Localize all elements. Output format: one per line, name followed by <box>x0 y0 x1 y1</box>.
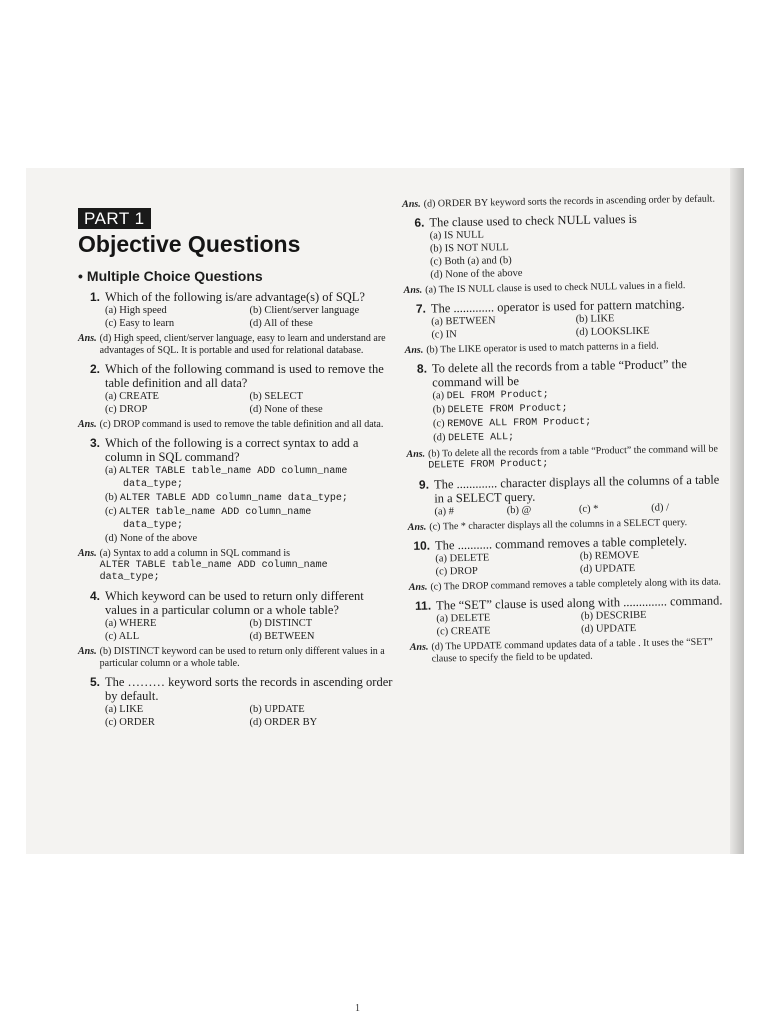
question-text: The ............. operator is used for pattern matching. <box>430 297 685 316</box>
question-number: 2. <box>89 362 100 376</box>
question-7 <box>404 296 721 342</box>
answer-code: DELETE FROM Product; <box>428 458 549 472</box>
answer-text: (a) Syntax to add a column in SQL command is <box>99 548 291 559</box>
question-2 <box>78 362 394 416</box>
option-code: DELETE FROM Product; <box>447 403 568 417</box>
answer-text: (d) ORDER BY keyword sorts the records in ascending order by default. <box>423 193 716 210</box>
answer-text: (d) High speed, client/server language, easy to learn and understand are advantages of SQL. It is portable and used for relational database. <box>99 333 386 356</box>
question-text: Which of the following is/are advantage(s) of SQL? <box>105 290 365 304</box>
option-code: ALTER TABLE table_name ADD column_name <box>119 466 348 477</box>
right-column <box>402 192 726 670</box>
answer-text: (c) DROP command is used to remove the table definition and all data. <box>99 419 384 430</box>
option-c: (c) DROP <box>105 404 148 415</box>
option-b: (b) LIKE <box>575 313 615 325</box>
answer-label: Ans. <box>406 448 426 460</box>
option-d: (d) None of these <box>249 404 323 415</box>
option-code-continued: data_type; <box>123 520 184 531</box>
question-1 <box>78 290 394 330</box>
answer-label: Ans. <box>78 333 97 344</box>
question-number: 9. <box>418 477 430 492</box>
answer-code-continued: data_type; <box>99 572 160 583</box>
question-text: The ……… keyword sorts the records in ascending order by default. <box>105 675 393 703</box>
option-c: (c) Both (a) and (b) <box>430 255 512 268</box>
option-c: (c) CREATE <box>436 625 491 638</box>
option-b: (b) REMOVE <box>579 549 640 562</box>
option-prefix: (d) <box>433 432 446 444</box>
question-4 <box>78 589 394 643</box>
question-number: 10. <box>413 538 431 553</box>
question-text: Which of the following command is used to remove the table definition and all data? <box>105 362 384 390</box>
option-code: DEL FROM Product; <box>446 389 549 403</box>
option-prefix: (a) <box>432 390 445 402</box>
answer-3 <box>78 548 394 584</box>
answer-6 <box>404 279 720 297</box>
question-text: To delete all the records from a table “Product” the command will be <box>431 357 687 390</box>
answer-text: (d) The UPDATE command updates data of a table . It uses the “SET” clause to specify the field to be updated. <box>431 636 713 665</box>
question-text: Which keyword can be used to return only different values in a particular column or a whole table? <box>105 589 364 617</box>
question-text: The ........... command removes a table completely. <box>434 534 688 553</box>
option-c: (c) ORDER <box>105 717 155 728</box>
part-badge: PART 1 <box>78 208 151 229</box>
question-number: 6. <box>414 215 425 230</box>
answer-label: Ans. <box>409 641 429 653</box>
option-a: (a) WHERE <box>105 618 157 629</box>
book-page-photo <box>26 168 744 854</box>
question-10 <box>408 533 725 579</box>
answer-label: Ans. <box>78 548 97 559</box>
option-d: (d) None of the above <box>105 533 198 544</box>
question-8 <box>405 356 722 446</box>
option-b: (b) UPDATE <box>249 704 305 715</box>
answer-text: (c) The * character displays all the columns in a SELECT query. <box>429 517 688 533</box>
answer-label: Ans. <box>407 521 427 533</box>
option-b: (b) DESCRIBE <box>580 609 647 622</box>
page-title: Objective Questions <box>78 231 301 257</box>
section-title-text: Multiple Choice Questions <box>86 268 263 284</box>
option-b: (b) SELECT <box>249 391 303 402</box>
question-6 <box>402 210 719 282</box>
left-column <box>78 208 394 732</box>
question-number: 5. <box>89 675 100 689</box>
option-a <box>105 464 394 478</box>
option-prefix: (c) <box>432 418 445 430</box>
answer-label: Ans. <box>403 284 423 296</box>
option-d: (d) ORDER BY <box>249 717 318 728</box>
option-d: (d) LOOKSLIKE <box>575 325 650 338</box>
answer-text: (c) The DROP command removes a table completely along with its data. <box>430 576 721 593</box>
option-d: (d) UPDATE <box>580 622 637 635</box>
option-d: (d) All of these <box>249 318 313 329</box>
answer-label: Ans. <box>78 646 97 657</box>
option-b: (b) Client/server language <box>249 305 360 316</box>
option-prefix: (b) <box>432 404 446 416</box>
option-d: (d) None of the above <box>430 267 523 281</box>
section-title <box>78 268 394 284</box>
option-b: (b) DISTINCT <box>249 618 313 629</box>
option-a: (a) BETWEEN <box>431 315 496 328</box>
answer-text: (a) The IS NULL clause is used to check NULL values in a field. <box>425 280 686 296</box>
question-11 <box>409 593 726 639</box>
answer-label: Ans. <box>404 344 424 356</box>
option-code-continued: data_type; <box>123 479 184 490</box>
option-a: (a) CREATE <box>105 391 159 402</box>
question-text: The ............. character displays all the columns of a table in a SELECT query. <box>433 472 720 506</box>
answer-7 <box>405 339 721 357</box>
answer-code: ALTER TABLE table_name ADD column_name <box>99 560 328 571</box>
answer-text: (b) DISTINCT keyword can be used to return only different values in a particular column or a whole table. <box>99 646 385 669</box>
question-9 <box>407 472 724 519</box>
option-b: (b) @ <box>506 504 532 517</box>
option-c: (c) ALL <box>105 631 140 642</box>
answer-8 <box>406 443 722 473</box>
option-prefix: (c) <box>105 506 117 517</box>
option-prefix: (a) <box>105 465 117 476</box>
answer-text: (b) To delete all the records from a table “Product” the command will be <box>428 443 718 460</box>
option-b: (b) IS NOT NULL <box>429 242 509 255</box>
option-c: (c) DROP <box>435 565 478 578</box>
option-code: REMOVE ALL FROM Product; <box>447 416 592 431</box>
page-edge-shadow <box>730 168 744 854</box>
question-3 <box>78 436 394 545</box>
option-a: (a) High speed <box>105 305 167 316</box>
answer-10 <box>409 576 725 594</box>
section-bullet: • <box>78 268 83 284</box>
question-text: The clause used to check NULL values is <box>429 211 637 230</box>
question-number: 11. <box>414 598 432 613</box>
page-number: 1 <box>355 1003 360 1014</box>
option-prefix: (b) <box>105 492 118 503</box>
option-c <box>105 505 394 519</box>
option-a: (a) DELETE <box>436 612 491 625</box>
answer-label: Ans. <box>408 581 428 593</box>
answer-label: Ans. <box>78 419 97 430</box>
question-number: 7. <box>415 301 427 316</box>
answer-5 <box>402 193 718 211</box>
option-a: (a) # <box>434 506 455 518</box>
question-number: 4. <box>89 589 100 603</box>
option-c: (c) * <box>578 503 599 515</box>
answer-11 <box>410 636 726 666</box>
question-number: 3. <box>89 436 100 450</box>
answer-2 <box>78 419 394 431</box>
option-c: (c) Easy to learn <box>105 318 175 329</box>
question-number: 1. <box>89 290 100 304</box>
question-text: Which of the following is a correct syntax to add a column in SQL command? <box>105 436 359 464</box>
option-c: (c) IN <box>431 329 457 341</box>
question-number: 8. <box>416 361 428 376</box>
option-b <box>105 491 394 505</box>
option-a: (a) LIKE <box>105 704 144 715</box>
option-a: (a) IS NULL <box>429 229 484 242</box>
question-text: The “SET” clause is used along with .............. command. <box>435 593 723 613</box>
answer-1 <box>78 333 394 357</box>
option-code: ALTER table_name ADD column_name <box>119 507 312 518</box>
option-d: (d) BETWEEN <box>249 631 315 642</box>
answer-9 <box>408 516 724 534</box>
option-code: ALTER TABLE ADD column_name data_type; <box>119 493 348 504</box>
option-d: (d) / <box>651 502 670 514</box>
option-d: (d) UPDATE <box>579 562 636 575</box>
option-a: (a) DELETE <box>435 552 490 565</box>
answer-text: (b) The LIKE operator is used to match patterns in a field. <box>426 340 659 356</box>
answer-4 <box>78 646 394 670</box>
question-5 <box>78 675 394 729</box>
answer-label: Ans. <box>402 198 421 210</box>
option-code: DELETE ALL; <box>447 432 515 445</box>
